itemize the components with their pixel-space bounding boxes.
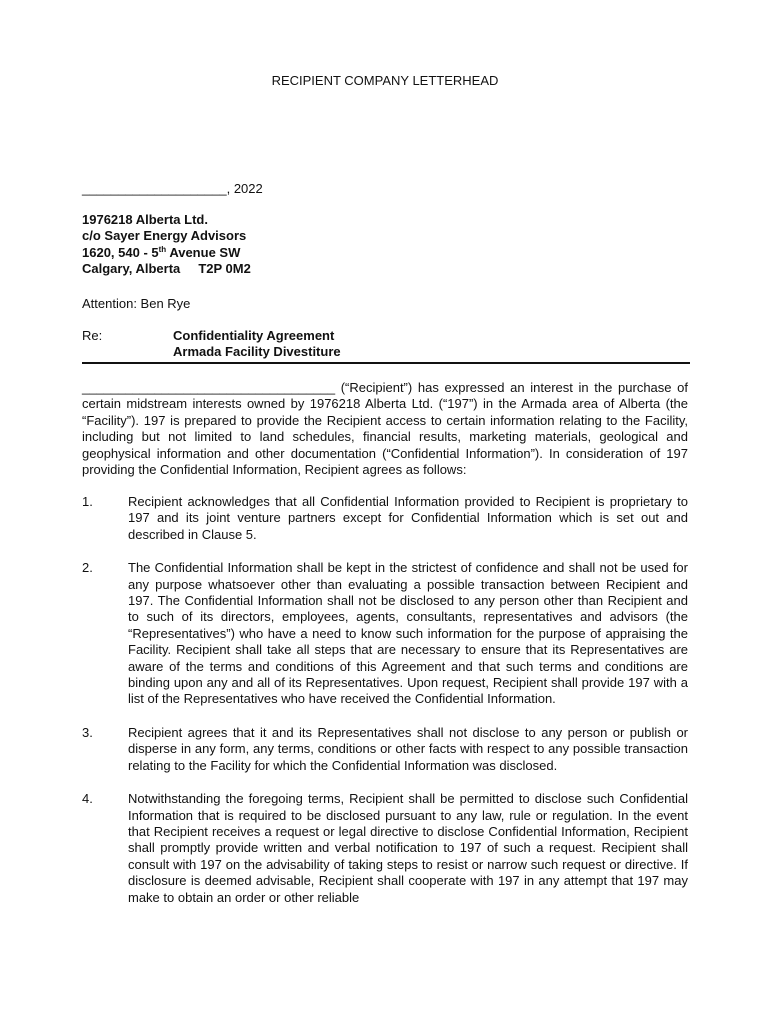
clause-number: 3. <box>82 724 93 740</box>
clause-2 <box>82 560 688 708</box>
clause-list <box>82 494 688 923</box>
address-line-3 <box>82 245 251 261</box>
re-subject-line-1: Confidentiality Agreement <box>173 328 335 343</box>
recipient-address <box>82 212 251 278</box>
address-line-3-start: 1620, 540 - 5 <box>82 244 159 260</box>
address-line-2: c/o Sayer Energy Advisors <box>82 228 247 244</box>
attention-line: Attention: Ben Rye <box>82 296 191 311</box>
re-label: Re: <box>82 328 103 343</box>
re-subject-line-2: Armada Facility Divestiture <box>173 344 341 360</box>
letterhead: RECIPIENT COMPANY LETTERHEAD <box>271 73 499 88</box>
address-line-1: 1976218 Alberta Ltd. <box>82 212 208 227</box>
clause-text: Recipient agrees that it and its Representatives shall not disclose to any person or publish or disperse in any form, any terms, conditions or other facts with respect to any possible transaction relating to the Facility for which the Confidential Information was disclosed. <box>128 724 688 773</box>
ordinal-suffix: th <box>158 244 167 254</box>
clause-text: Recipient acknowledges that all Confidential Information provided to Recipient is proprietary to 197 and its joint venture partners except for Confidential Information which is set out and described in Clause 5. <box>128 494 688 542</box>
clause-text: The Confidential Information shall be kept in the strictest of confidence and shall not be used for any purpose whatsoever other than evaluating a possible transaction between Recipient and 197. The Confidential Information shall not be disclosed to any person other than Recipient and to such of its directors, employees, agents, consultants, representatives and advisors (the “Representatives”) who have a need to know such information for the purpose of appraising the Facility. Recipient shall take all steps that are necessary to ensure that its Representatives are aware of the terms and conditions of this Agreement and that such terms and conditions are binding upon any and all of its Representatives. Upon request, Recipient shall provide 197 with a list of the Representatives who have received the Confidential Information. <box>128 560 688 707</box>
re-subject <box>173 328 690 361</box>
clause-1 <box>82 494 688 543</box>
date-line: ____________________, 2022 <box>82 181 263 196</box>
intro-paragraph: ___________________________________ (“Recipient”) has expressed an interest in the purchase of certain midstream interests owned by 1976218 Alberta Ltd. (“197”) in the Armada area of Alberta (the “Facility”). 197 is prepared to provide the Recipient access to certain information relating to the Facility, including but not limited to land schedules, financial results, marketing materials, geological and geophysical information and other documentation (“Confidential Information”). In consideration of 197 providing the Confidential Information, Recipient agrees as follows: <box>82 380 688 478</box>
clause-4 <box>82 791 688 906</box>
clause-number: 4. <box>82 791 93 807</box>
address-line-3-end: Avenue SW <box>166 244 241 260</box>
address-line-4: Calgary, Alberta T2P 0M2 <box>82 261 251 277</box>
subject-divider <box>82 362 690 364</box>
re-block <box>82 328 690 361</box>
clause-number: 1. <box>82 494 93 509</box>
clause-text: Notwithstanding the foregoing terms, Recipient shall be permitted to disclose such Confidential Information that is required to be disclosed pursuant to any law, rule or regulation. In the event that Recipient receives a request or legal directive to disclose Confidential Information, Recipient shall promptly provide written and verbal notification to 197 of such a request. Recipient shall consult with 197 on the advisability of taking steps to resist or narrow such request or directive. If disclosure is deemed advisable, Recipient shall cooperate with 197 in any attempt that 197 may make to obtain an order or other reliable <box>128 791 688 905</box>
clause-3 <box>82 725 688 774</box>
clause-number: 2. <box>82 560 93 576</box>
